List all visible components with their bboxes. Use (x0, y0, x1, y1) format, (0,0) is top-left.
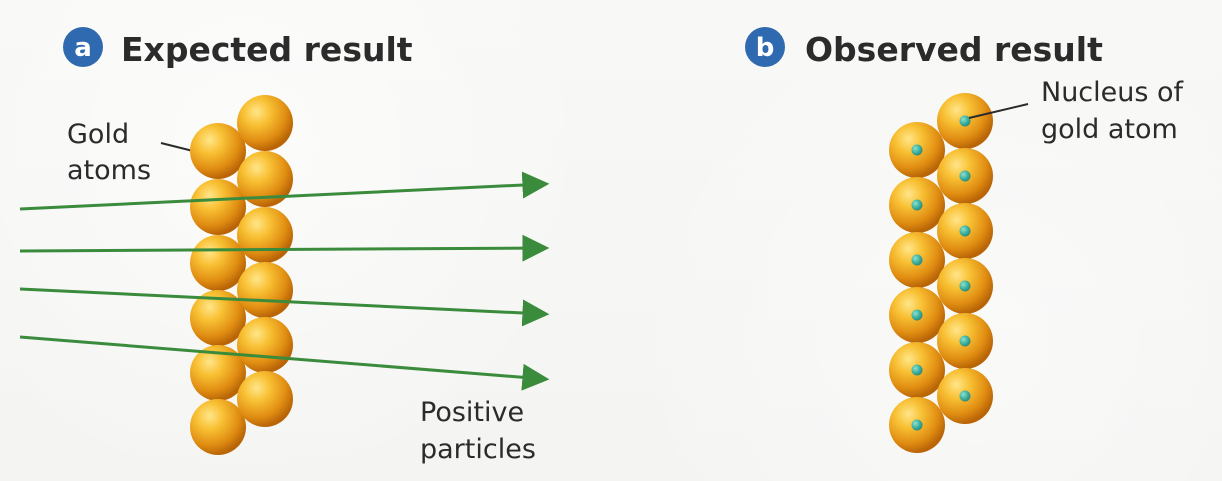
gold-atoms-label-line-1: Gold (67, 119, 130, 150)
gold-atom-nucleus (912, 200, 923, 211)
nucleus-label-line-1: Nucleus of (1041, 77, 1184, 108)
gold-atom-nucleus (912, 255, 923, 266)
gold-atom-nucleus (960, 171, 971, 182)
panel-b-title: Observed result (805, 30, 1103, 69)
gold-atom (190, 123, 246, 179)
panel-a-title: Expected result (121, 30, 413, 69)
gold-atom-nucleus (912, 310, 923, 321)
gold-atom-nucleus (960, 391, 971, 402)
gold-atom-nucleus (912, 420, 923, 431)
particle-path-2 (20, 248, 544, 251)
gold-atoms-column-right-b (937, 93, 993, 424)
gold-atoms-label-line-2: atoms (67, 155, 152, 186)
gold-atoms-column-left-b (889, 122, 945, 453)
gold-atom-nucleus (960, 281, 971, 292)
gold-atom (237, 317, 293, 373)
nucleus-label-line-2: gold atom (1041, 114, 1178, 145)
gold-atom-nucleus (960, 336, 971, 347)
badge-a-letter: a (74, 33, 92, 63)
gold-atom-nucleus (960, 226, 971, 237)
gold-atom (190, 235, 246, 291)
positive-particles-label-line-1: Positive (420, 397, 525, 428)
positive-particles-label-line-2: particles (420, 434, 536, 465)
gold-atom (237, 262, 293, 318)
badge-b-letter: b (755, 33, 775, 63)
gold-atom (190, 399, 246, 455)
gold-atom (237, 371, 293, 427)
gold-atom-nucleus (912, 145, 923, 156)
gold-atom (237, 207, 293, 263)
gold-atom-nucleus (912, 365, 923, 376)
gold-atom (190, 179, 246, 235)
gold-atom (237, 95, 293, 151)
